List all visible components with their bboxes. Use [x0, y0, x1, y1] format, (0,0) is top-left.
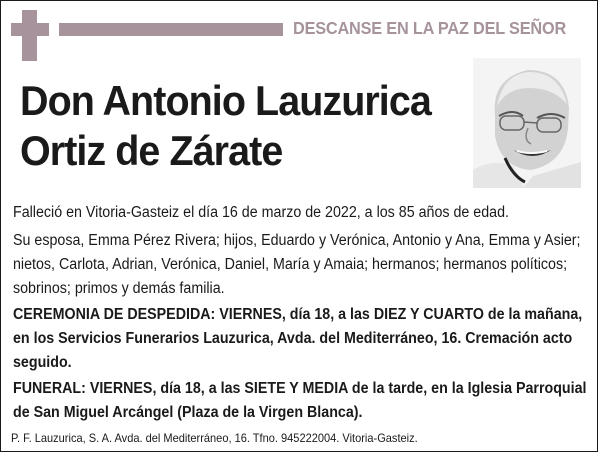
funeral-home-footer: P. F. Lauzurica, S. A. Avda. del Mediterráneo, 16. Tfno. 945222004. Vitoria-Gasteiz.	[11, 431, 418, 445]
deceased-name	[20, 76, 431, 176]
death-notice: Falleció en Vitoria-Gasteiz el día 16 de marzo de 2022, a los 85 años de edad.	[13, 204, 509, 221]
ceremony-details: CEREMONIA DE DESPEDIDA: VIERNES, día 18, a las DIEZ Y CUARTO de la mañana, en los Servicios Funerarios Lauzurica, Avda. del Mediterráneo, 16. Cremación acto seguido.	[13, 306, 583, 371]
name-line-1: Don Antonio Lauzurica	[20, 77, 431, 124]
family-list: Su esposa, Emma Pérez Rivera; hijos, Eduardo y Verónica, Antonio y Ana, Emma y Asier; nietos, Carlota, Adrian, Verónica, Daniel, María y Amaia; hermanos; hermanos políticos; sobrinos; primos y demás familia.	[13, 232, 581, 297]
header-rule	[59, 23, 283, 36]
portrait-photo	[473, 58, 581, 188]
portrait-photo-icon	[473, 58, 581, 188]
funeral-details: FUNERAL: VIERNES, día 18, a las SIETE Y MEDIA de la tarde, en la Iglesia Parroquial de San Miguel Arcángel (Plaza de la Virgen Blanca).	[13, 380, 587, 421]
header-motto: DESCANSE EN LA PAZ DEL SEÑOR	[293, 18, 567, 38]
name-line-2: Ortiz de Zárate	[20, 127, 283, 174]
cross-icon-horizontal	[11, 23, 49, 36]
